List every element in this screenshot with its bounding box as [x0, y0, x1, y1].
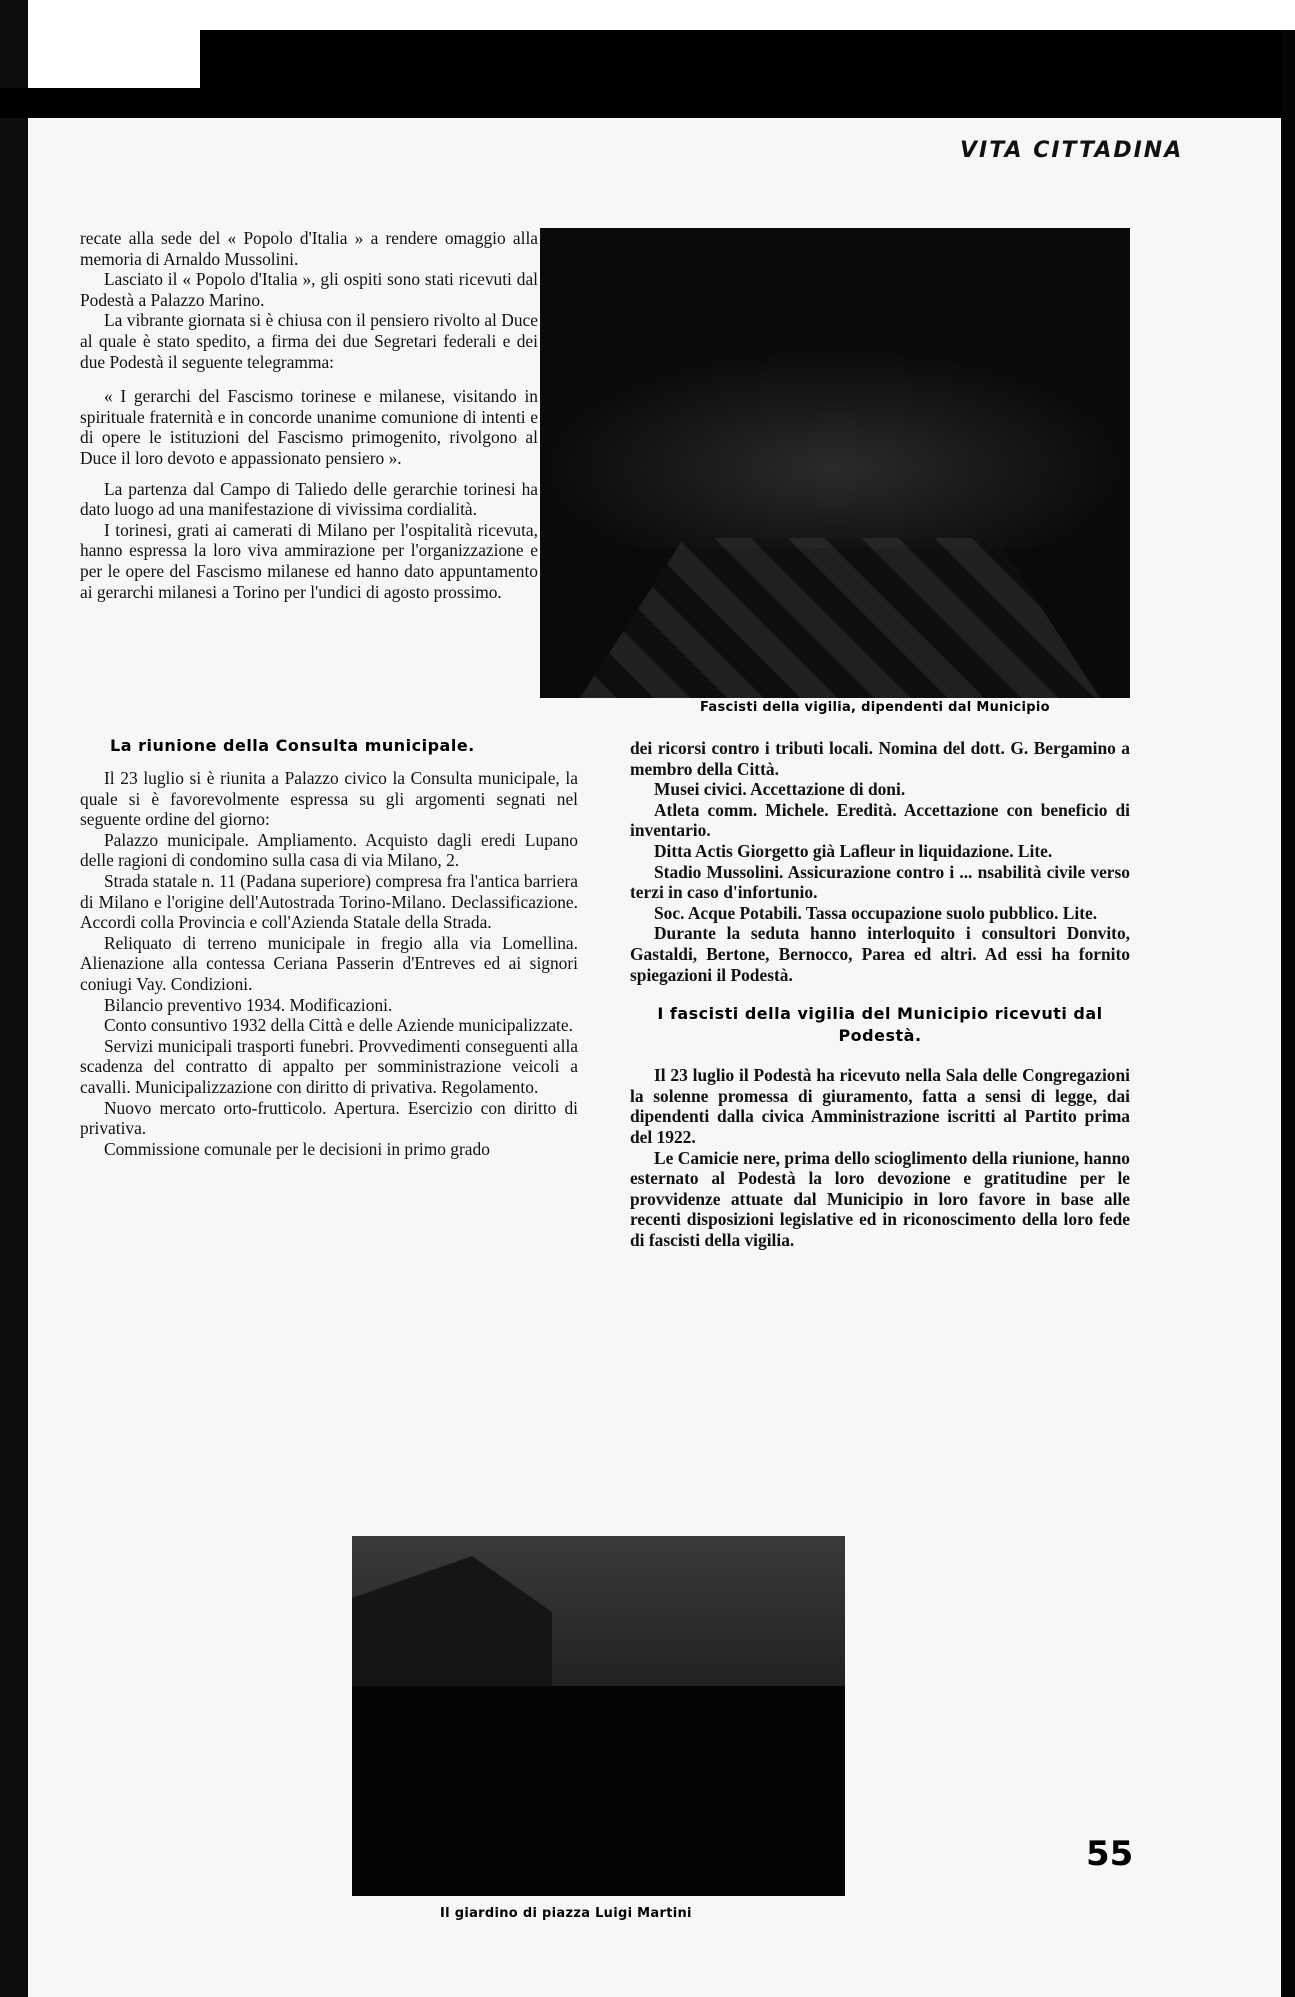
- photo-ground: [352, 1686, 845, 1896]
- agenda-item: dei ricorsi contro i tributi locali. Nomina del dott. G. Bergamino a membro della Città.: [630, 738, 1130, 779]
- photo-caption: Il giardino di piazza Luigi Martini: [440, 1906, 692, 1921]
- photo-fascisti-vigilia: [540, 228, 1130, 698]
- paragraph: La vibrante giornata si è chiusa con il pensiero rivolto al Duce al quale è stato spedito, a firma dei due Segretari federali e dei due Podestà il seguente telegramma:: [80, 310, 538, 372]
- column-left-top: [80, 228, 538, 602]
- agenda-item: Atleta comm. Michele. Eredità. Accettazione con beneficio di inventario.: [630, 799, 1130, 841]
- scan-border-top: [200, 30, 1295, 125]
- paragraph: I torinesi, grati ai camerati di Milano per l'ospitalità ricevuta, hanno espressa la loro viva ammirazione per l'organizzazione e per le opere del Fascismo milanese ed hanno dato appuntamento ai gerarchi milanesi a Torino per l'undici di agosto prossimo.: [80, 519, 538, 602]
- agenda-item: Palazzo municipale. Ampliamento. Acquisto dagli eredi Lupano delle ragioni di condomino sulla casa di via Milano, 2.: [80, 829, 578, 871]
- agenda-item: Stadio Mussolini. Assicurazione contro i ... nsabilità civile verso terzi in caso d'infortunio.: [630, 861, 1130, 903]
- agenda-item: Commissione comunale per le decisioni in primo grado: [104, 1138, 490, 1159]
- column-left-bottom: [80, 760, 578, 1159]
- paragraph: La partenza dal Campo di Taliedo delle gerarchie torinesi ha dato luogo ad una manifestazione di vivissima cordialità.: [80, 478, 538, 520]
- agenda-item: Reliquato di terreno municipale in fregio alla via Lomellina. Alienazione alla contessa Ceriana Passerin d'Entreves ed ai signori coniugi Vay. Condizioni.: [80, 932, 578, 994]
- agenda-item: Nuovo mercato orto-frutticolo. Apertura. Esercizio con diritto di privativa.: [80, 1097, 578, 1139]
- paragraph: Le Camicie nere, prima dello scioglimento della riunione, hanno esternato al Podestà la loro devozione e gratitudine per le provvidenze attuate dal Municipio in loro favore in base alle recenti disposizioni legislative ed in riconoscimento della loro fede di fascisti della vigilia.: [630, 1147, 1130, 1250]
- scan-border-strip: [0, 88, 200, 118]
- telegram-quote: « I gerarchi del Fascismo torinese e milanese, visitando in spirituale fraternità e in concorde unanime comunione di intenti e di opere le istituzioni del Fascismo primogenito, rivolgono al Duce il loro devoto e appassionato pensiero ».: [80, 386, 538, 468]
- agenda-item: Conto consuntivo 1932 della Città e delle Aziende municipalizzate.: [104, 1015, 573, 1036]
- paragraph: Il 23 luglio il Podestà ha ricevuto nella Sala delle Congregazioni la solenne promessa di giuramento, fatta a sensi di legge, dai dipendenti dalla civica Amministrazione iscritti al Partito prima del 1922.: [630, 1065, 1130, 1147]
- paragraph: Lasciato il « Popolo d'Italia », gli ospiti sono stati ricevuti dal Podestà a Palazzo Marino.: [80, 269, 538, 310]
- paragraph: Durante la seduta hanno interloquito i consultori Donvito, Gastaldi, Bertone, Bernocco, Parea ed altri. Ad essi ha fornito spiegazioni il Podestà.: [630, 923, 1130, 985]
- photo-caption: Fascisti della vigilia, dipendenti dal Municipio: [700, 700, 1050, 715]
- agenda-item: Strada statale n. 11 (Padana superiore) compresa fra l'antica barriera di Milano e l'origine dell'Autostrada Torino-Milano. Declassificazione. Accordi colla Provincia e coll'Azienda Statale della Strada.: [80, 870, 578, 933]
- page-number: 55: [1086, 1834, 1134, 1874]
- section-title-fascisti: I fascisti della vigilia del Municipio ricevuti dal Podestà.: [657, 1004, 1103, 1046]
- agenda-item: Bilancio preventivo 1934. Modificazioni.: [104, 994, 393, 1015]
- photo-checkered-floor: [580, 538, 1100, 698]
- scan-border-right: [1281, 30, 1295, 1997]
- agenda-item: Servizi municipali trasporti funebri. Provvedimenti conseguenti alla scadenza del contratto di appalto per somministrazione veicoli a cavalli. Municipalizzazione con diritto di privativa. Regolamento.: [80, 1035, 578, 1097]
- section-title-consulta: La riunione della Consulta municipale.: [110, 736, 475, 755]
- column-right-bottom: [630, 738, 1130, 1250]
- paragraph: Il 23 luglio si è riunita a Palazzo civico la Consulta municipale, la quale si è favorevolmente espressa su gli argomenti segnati nel seguente ordine del giorno:: [80, 768, 578, 830]
- photo-giardino: [352, 1536, 845, 1896]
- agenda-item: Musei civici. Accettazione di doni.: [654, 779, 906, 800]
- photo-interior-shadow: [540, 348, 1130, 548]
- running-title: VITA CITTADINA: [960, 138, 1184, 163]
- scan-border-left: [0, 0, 28, 1997]
- paragraph: recate alla sede del « Popolo d'Italia » a rendere omaggio alla memoria di Arnaldo Mussolini.: [80, 228, 538, 269]
- agenda-item: Ditta Actis Giorgetto già Lafleur in liquidazione. Lite.: [654, 840, 1053, 861]
- agenda-item: Soc. Acque Potabili. Tassa occupazione suolo pubblico. Lite.: [654, 902, 1098, 923]
